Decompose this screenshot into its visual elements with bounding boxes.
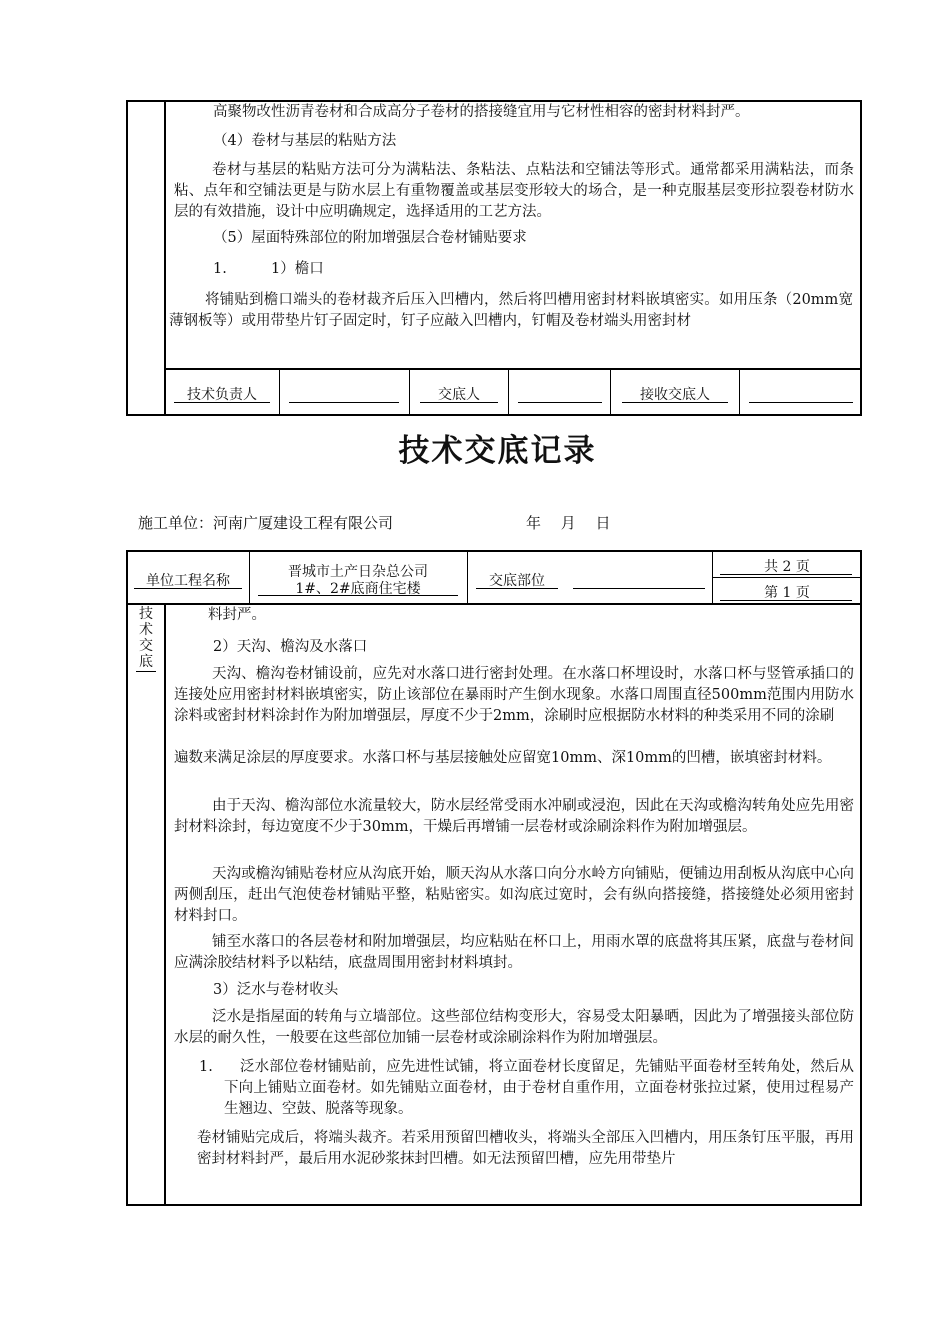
- side-label-char: 术: [139, 622, 153, 638]
- side-label-char: 技: [139, 606, 153, 622]
- signature-label-tech-lead: 技术负责人: [187, 387, 257, 403]
- document-title: 技术交底记录: [398, 433, 597, 469]
- body-list-number: 1.: [199, 1059, 213, 1075]
- body-p4: 遍数来满足涂层的厚度要求。水落口杯与基层接触处应留宽10mm、深10mm的凹槽，嵌填密封材料。: [174, 750, 832, 766]
- side-label: [136, 606, 156, 670]
- top-heading-4: （4）卷材与基层的粘贴方法: [213, 133, 397, 149]
- location-label: 交底部位: [489, 573, 545, 589]
- body-p7: 铺至水落口的各层卷材和附加增强层，均应粘贴在杯口上，用雨水罩的底盘将其压紧，底盘与卷材间应满涂胶结材料予以粘结，底盘周围用密封材料填封。: [174, 934, 854, 971]
- signature-line-briefer[interactable]: [518, 402, 602, 403]
- body-p6: 天沟或檐沟铺贴卷材应从沟底开始，顺天沟从水落口向分水岭方向铺贴，便铺边用刮板从沟底中心向两侧刮压，赶出气泡使卷材铺贴平整，粘贴密实。如沟底过宽时，会有纵向搭接缝，搭接缝处必须用密封材料封口。: [174, 866, 854, 924]
- side-label-char: 交: [139, 638, 153, 654]
- total-pages: 共 2 页: [764, 559, 810, 575]
- location-input-line[interactable]: [573, 588, 705, 589]
- body-p1: 料封严。: [208, 607, 266, 623]
- construction-unit: 施工单位：河南广厦建设工程有限公司: [138, 514, 394, 532]
- current-page: 第 1 页: [764, 585, 810, 601]
- body-heading-flashing: 3）泛水与卷材收头: [213, 982, 339, 998]
- body-p3: 天沟、檐沟卷材铺设前，应先对水落口进行密封处理。在水落口杯埋设时，水落口杯与竖管承插口的连接处应用密封材料嵌填密实，防止该部位在暴雨时产生倒水现象。水落口周围直径500mm范围内用防水涂料或密封材料涂封作为附加增强层，厚度不少于2mm，涂刷时应根据防水材料的种类采用不同的涂刷: [174, 666, 854, 724]
- top-paragraph-3: 将铺贴到檐口端头的卷材裁齐后压入凹槽内，然后将凹槽用密封材料嵌填密实。如用压条（20mm宽薄钢板等）或用带垫片钉子固定时，钉子应敲入凹槽内，钉帽及卷材端头用密封材: [169, 292, 853, 329]
- signature-label-briefer: 交底人: [438, 387, 480, 403]
- top-paragraph-2: 卷材与基层的粘贴方法可分为满粘法、条粘法、点粘法和空铺法等形式。通常都采用满粘法，而条粘、点年和空铺法更是与防水层上有重物覆盖或基层变形较大的场合，是一种克服基层变形拉裂卷材防水层的有效措施，设计中应明确规定，选择适用的工艺方法。: [174, 162, 854, 220]
- signature-label-receiver: 接收交底人: [640, 387, 710, 403]
- side-label-char: 底: [139, 654, 153, 670]
- body-p10: 泛水部位卷材铺贴前，应先进性试铺，将立面卷材长度留足，先铺贴平面卷材至转角处，然后从下向上铺贴立面卷材。如先铺贴立面卷材，由于卷材自重作用，立面卷材张拉过紧，使用过程易产生翘边、空鼓、脱落等现象。: [224, 1059, 854, 1117]
- signature-line-receiver[interactable]: [749, 402, 853, 403]
- body-p5: 由于天沟、檐沟部位水流量较大，防水层经常受雨水冲刷或浸泡，因此在天沟或檐沟转角处应先用密封材料涂封，每边宽度不少于30mm，干燥后再增铺一层卷材或涂刷涂料作为附加增强层。: [174, 798, 854, 835]
- date-field: 年 月 日: [526, 514, 611, 532]
- top-list-number: 1.: [213, 261, 227, 277]
- body-p11: 卷材铺贴完成后，将端头裁齐。若采用预留凹槽收头，将端头全部压入凹槽内，用压条钉压平服，再用密封材料封严，最后用水泥砂浆抹封凹槽。如无法预留凹槽，应先用带垫片: [197, 1130, 854, 1167]
- top-heading-5: （5）屋面特殊部位的附加增强层合卷材铺贴要求: [213, 230, 527, 246]
- body-p9: 泛水是指屋面的转角与立墙部位。这些部位结构变形大，容易受太阳暴晒，因此为了增强接头部位防水层的耐久性，一般要在这些部位加铺一层卷材或涂刷涂料作为附加增强层。: [174, 1009, 854, 1046]
- signature-line-tech-lead[interactable]: [289, 402, 399, 403]
- project-name-label: 单位工程名称: [146, 573, 230, 589]
- top-paragraph-1: 高聚物改性沥青卷材和合成高分子卷材的搭接缝宜用与它材性相容的密封材料封严。: [213, 104, 750, 120]
- project-name-line2: 1#、2#底商住宅楼: [295, 581, 421, 597]
- body-heading-gutter: 2）天沟、檐沟及水落口: [213, 639, 368, 655]
- top-heading-eaves: 1）檐口: [271, 261, 324, 277]
- project-name-line1: 晋城市土产日杂总公司: [288, 564, 428, 580]
